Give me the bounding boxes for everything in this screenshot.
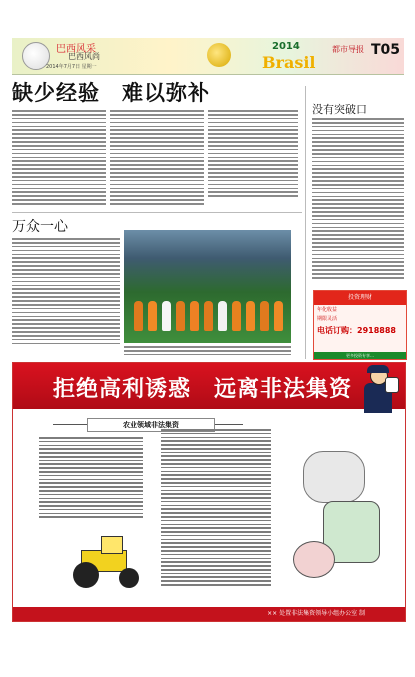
ad-line-1: 年化收益 (317, 307, 338, 313)
public-notice-banner (12, 362, 406, 622)
world-cup-year: 2014 (272, 41, 300, 52)
ad-phone-label: 电话订购 (317, 326, 349, 335)
main-headline: 缺少经验 难以弥补 (12, 81, 210, 105)
team-celebration-photo (124, 230, 291, 343)
article-1-body-col2 (110, 110, 204, 210)
banner-footer: ×× 处置非法集资领导小组办公室 制 (13, 607, 405, 621)
column-divider (305, 86, 306, 359)
banner-text-col2 (161, 429, 271, 601)
issue-date: 2014年7月7日 星期一 (46, 64, 97, 70)
article-2-body (12, 238, 120, 350)
tractor-illustration-icon (71, 536, 151, 591)
page-number: T05 (370, 42, 400, 58)
article-1-body-col3 (208, 110, 298, 210)
banner-text-col1 (39, 437, 143, 537)
ad-phone-number: 2918888 (357, 326, 396, 335)
ball-graphic-icon (207, 43, 231, 67)
banner-title: 拒绝高利诱惑 远离非法集资 (53, 377, 353, 402)
page-header (12, 38, 404, 75)
side-article-body (312, 118, 404, 284)
banner-header (13, 363, 405, 409)
cartoon-illustration-icon (293, 441, 393, 583)
ad-headline: 投资理财 (314, 291, 406, 305)
side-headline: 没有突破口 (312, 103, 367, 116)
article-1-body (12, 110, 106, 210)
ad-footer: 更多投资专享… (314, 352, 406, 359)
police-officer-icon (358, 365, 398, 421)
world-cup-logo: Brasil (262, 53, 316, 72)
subsection-name: 巴西风尚 (68, 52, 100, 61)
newspaper-name: 都市导报 (332, 45, 364, 54)
ad-line-2: 期限灵活 (317, 316, 338, 322)
banner-subheading: 农业领域非法集资 (87, 418, 215, 432)
section-name: 巴西风采 (56, 44, 96, 55)
article-2-body-col2 (124, 346, 291, 358)
second-headline: 万众一心 (12, 219, 68, 235)
ad-phone: 电话订购：2918888 (317, 326, 396, 335)
divider (12, 212, 302, 213)
ad-box (313, 290, 407, 360)
